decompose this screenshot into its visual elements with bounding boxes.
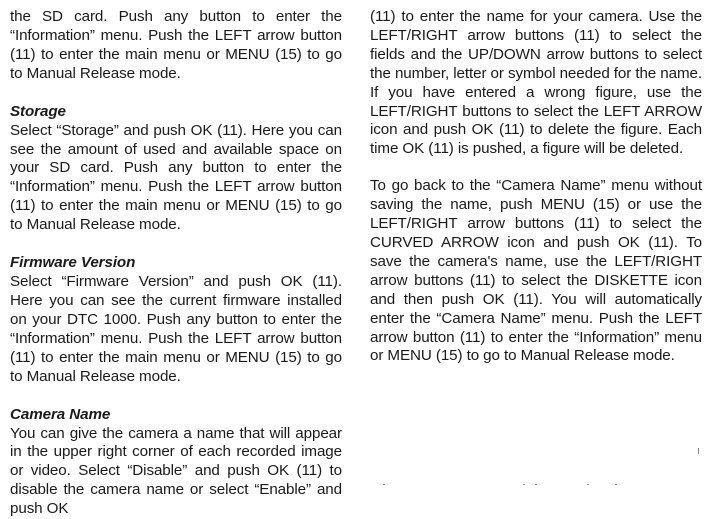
storage-heading: Storage [10, 102, 342, 122]
left-column [10, 8, 342, 519]
intro-paragraph: the SD card. Push any button to enter the “Information” menu. Push the LEFT arrow button (11) to enter the main menu or MENU (15) to go to Manual Release mode. [10, 8, 342, 84]
camera-name-paragraph: You can give the camera a name that will appear in the upper right corner of each recorded image or video. Select “Disable” and push OK (11) to disable the camera name or select “Enable” and push OK [10, 425, 342, 519]
camera-name-save-paragraph: To go back to the “Camera Name” menu without saving the name, push MENU (15) or use the LEFT/RIGHT arrow buttons (11) to select the CURVED ARROW icon and push OK (11). To save the camera's name, use the LEFT/RIGHT arrow buttons (11) to select the DISKETTE icon and then push OK (11). You will automatically enter the “Camera Name” menu. Push the LEFT arrow button (11) to enter the “Information” menu or MENU (15) to go to Manual Release mode. [370, 177, 702, 366]
scan-artifact-marks [375, 484, 705, 494]
right-column [370, 8, 702, 366]
scan-edge-mark [698, 448, 699, 454]
firmware-version-heading: Firmware Version [10, 253, 342, 273]
camera-name-heading: Camera Name [10, 405, 342, 425]
storage-paragraph: Select “Storage” and push OK (11). Here you can see the amount of used and available space on your SD card. Push any button to enter the “Information” menu. Push the LEFT arrow button (11) to enter the main menu or MENU (15) to go to Manual Release mode. [10, 122, 342, 235]
firmware-version-paragraph: Select “Firmware Version” and push OK (11). Here you can see the current firmware installed on your DTC 1000. Push any button to enter the “Information” menu. Push the LEFT arrow button (11) to enter the main menu or MENU (15) to go to Manual Release mode. [10, 273, 342, 386]
camera-name-input-paragraph: (11) to enter the name for your camera. Use the LEFT/RIGHT arrow buttons (11) to select the fields and the UP/DOWN arrow buttons to select the number, letter or symbol needed for the name. If you have entered a wrong figure, use the LEFT/RIGHT buttons to select the LEFT ARROW icon and push OK (11) to delete the figure. Each time OK (11) is pushed, a figure will be deleted. [370, 8, 702, 159]
